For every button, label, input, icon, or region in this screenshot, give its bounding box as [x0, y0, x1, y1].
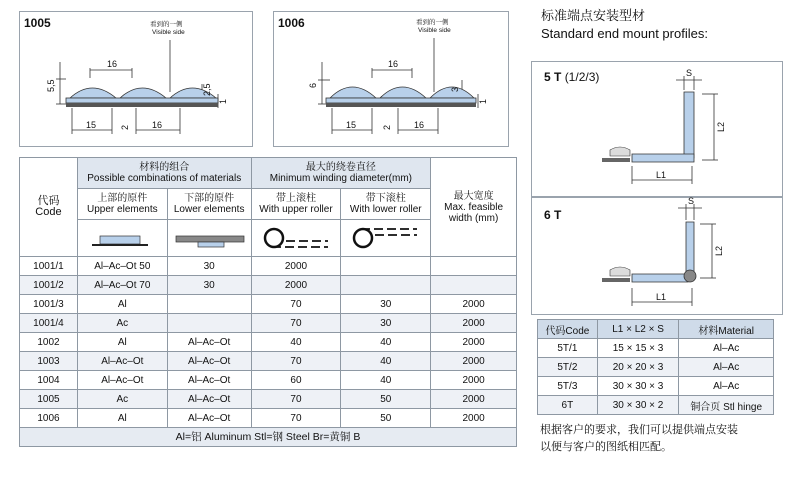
table-row: 1003 Al–Ac–Ot Al–Ac–Ot 70 40 2000 [20, 352, 517, 371]
profile-5t-panel [531, 61, 783, 197]
visible-side-cn: 看到的一侧 [150, 21, 183, 28]
table-row: 1005 Ac Al–Ac–Ot 70 50 2000 [20, 390, 517, 409]
table-row: 1004 Al–Ac–Ot Al–Ac–Ot 60 40 2000 [20, 371, 517, 390]
table-row: 1006 Al Al–Ac–Ot 70 50 2000 [20, 409, 517, 428]
dim-l2: L2 [714, 245, 724, 256]
profile-drawing-1005 [20, 12, 252, 146]
header-max-width: 最大宽度 Max. feasible width (mm) [431, 158, 517, 257]
dim-s: S [686, 68, 693, 78]
dim-gap-right: 1 [478, 98, 488, 104]
profile-6t-drawing [532, 198, 782, 314]
table-row: 5T/2 20 × 20 × 3 Al–Ac [538, 358, 774, 377]
diagram-1006-title: 1006 [278, 16, 305, 30]
dim-l1: L1 [656, 170, 667, 180]
dim-l2: L2 [716, 121, 726, 132]
table-row: 5T/1 15 × 15 × 3 Al–Ac [538, 339, 774, 358]
profile-drawing-1006 [274, 12, 508, 146]
end-mount-table [537, 319, 774, 415]
dim-right: 16 [152, 120, 163, 130]
customization-note: 根据客户的要求，我们可以提供端点安装 以便与客户的图纸相匹配。 [540, 424, 738, 453]
header-code: 代码 Code [20, 158, 78, 257]
end-mount-heading-en: Standard end mount profiles: [541, 26, 708, 41]
dim-left: 15 [86, 120, 97, 130]
header-upper-roller: 带上滚柱 With upper roller [251, 189, 341, 220]
header-combinations: 材料的组合 Possible combinations of materials [77, 158, 251, 189]
dim-gap-right: 1 [218, 98, 228, 104]
diagram-1006-panel [273, 11, 509, 147]
header-winding: 最大的绕卷直径 Minimum winding diameter(mm) [251, 158, 431, 189]
upper-roller-icon [251, 220, 341, 257]
dim-s: S [688, 196, 695, 206]
profile-6t-panel [531, 197, 783, 315]
diagram-1005-panel [19, 11, 253, 147]
dim-gap: 2 [382, 124, 392, 130]
upper-element-icon [77, 220, 167, 257]
end-mount-heading [541, 7, 708, 43]
table-row: 1001/3 Al 70 30 2000 [20, 295, 517, 314]
table-row: 1001/4 Ac 70 30 2000 [20, 314, 517, 333]
dim-l1: L1 [656, 292, 667, 302]
table-row: 1001/1 Al–Ac–Ot 50 30 2000 [20, 257, 517, 276]
material-legend: Al=铝 Aluminum Stl=钢 Steel Br=黄铜 B [20, 428, 517, 447]
dim-gap: 2 [120, 124, 130, 130]
profile-5t-drawing [532, 62, 782, 196]
table-row: 6T 30 × 30 × 2 铜合页 Stl hinge [538, 396, 774, 415]
header-material: 材料Material [679, 320, 774, 339]
dim-height-small: 2,5 [202, 83, 212, 96]
visible-side-en: Visible side [418, 27, 451, 34]
dim-right: 16 [414, 120, 425, 130]
dim-width-top: 16 [388, 59, 399, 69]
table-row: 5T/3 30 × 30 × 3 Al–Ac [538, 377, 774, 396]
visible-side-cn: 看到的一侧 [416, 19, 449, 26]
header-upper: 上部的原件 Upper elements [77, 189, 167, 220]
table-row: 1002 Al Al–Ac–Ot 40 40 2000 [20, 333, 517, 352]
diagram-1005-title: 1005 [24, 16, 51, 30]
dim-height-small: 3 [450, 86, 460, 92]
profile-6t-label: 6 T [544, 208, 562, 222]
dim-height: 5,5 [46, 79, 56, 92]
lower-roller-icon [341, 220, 431, 257]
dim-height: 6 [308, 82, 318, 88]
header-lower-roller: 带下滚柱 With lower roller [341, 189, 431, 220]
visible-side-en: Visible side [152, 29, 185, 36]
profile-5t-label: 5 T [544, 70, 562, 84]
dim-width-top: 16 [107, 59, 118, 69]
dim-left: 15 [346, 120, 357, 130]
material-combinations-table [19, 157, 517, 447]
end-mount-heading-cn: 标准端点安装型材 [541, 8, 646, 23]
table-row: 1001/2 Al–Ac–Ot 70 30 2000 [20, 276, 517, 295]
header-dims: L1 × L2 × S [597, 320, 679, 339]
header-lower: 下部的原件 Lower elements [167, 189, 251, 220]
profile-5t-sub: (1/2/3) [564, 70, 600, 84]
lower-element-icon [167, 220, 251, 257]
header-code: 代码Code [538, 320, 598, 339]
